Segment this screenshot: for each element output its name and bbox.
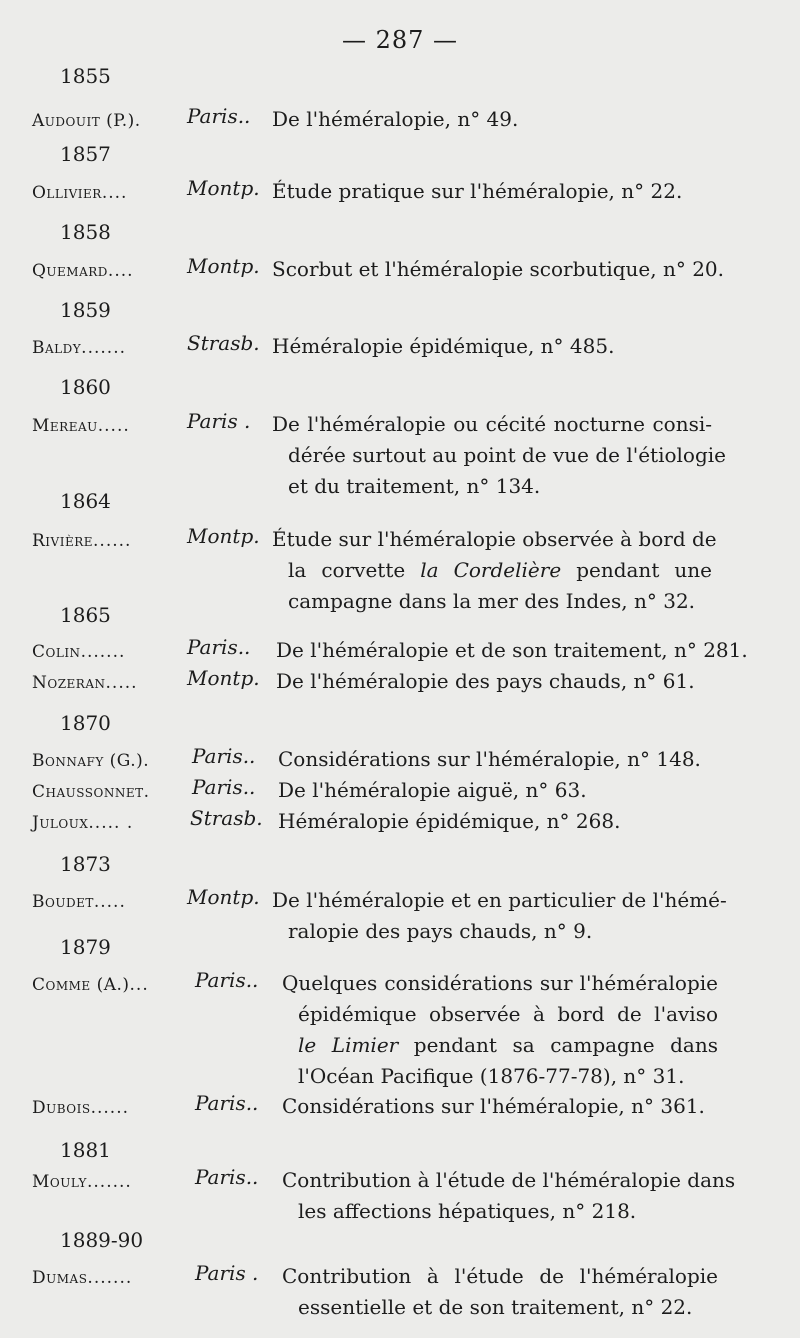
thesis-title: De l'héméralopie ou cécité nocturne consi- dérée surtout au point de vue de l'étiologie et du traitement, n° 134. [272,412,727,498]
city: Paris.. [195,1165,259,1189]
author-name: Comme (A.)... [32,975,149,995]
author-name: Chaussonnet. [32,782,150,802]
city: Paris.. [192,744,256,768]
city: Montp. [187,885,260,909]
year-heading: 1879 [60,935,111,959]
thesis-title: Considérations sur l'héméralopie, n° 148. [278,747,701,771]
year-heading: 1864 [60,489,111,513]
thesis-title: De l'héméralopie aiguë, n° 63. [278,778,587,802]
author-name: Dubois...... [32,1098,130,1118]
city: Montp. [187,666,260,690]
city: Montp. [187,254,260,278]
city: Paris.. [195,1091,259,1115]
thesis-title: Étude pratique sur l'héméralopie, n° 22. [272,179,683,203]
thesis-title: Considérations sur l'héméralopie, n° 361. [282,1094,705,1118]
thesis-title: Contribution à l'étude de l'héméralopie essentielle et de son traitement, n° 22. [282,1264,718,1319]
author-name: Boudet..... [32,892,126,912]
city: Paris.. [195,968,259,992]
author-name: Mouly....... [32,1172,132,1192]
author-name: Nozeran..... [32,673,138,693]
city: Strasb. [187,331,260,355]
author-name: Rivière...... [32,531,132,551]
year-heading: 1889-90 [60,1228,144,1252]
author-name: Mereau..... [32,416,130,436]
city: Montp. [187,176,260,200]
thesis-title: Quelques considérations sur l'héméralopie épidémique observée à bord de l'aviso le Limier pendant sa campagne dans l'Océan Pacifique (1876-77-78), n° 31. [282,971,718,1088]
page-number: — 287 — [341,26,459,54]
thesis-title: De l'héméralopie des pays chauds, n° 61. [276,669,695,693]
year-heading: 1881 [60,1138,111,1162]
city: Strasb. [190,806,263,830]
thesis-title: Héméralopie épidémique, n° 485. [272,334,615,358]
year-heading: 1870 [60,711,111,735]
thesis-title: Scorbut et l'héméralopie scorbutique, n° 20. [272,257,725,281]
city: Paris.. [187,104,251,128]
year-heading: 1859 [60,298,111,322]
author-name: Baldy....... [32,338,126,358]
city: Paris . [187,409,251,433]
year-heading: 1857 [60,142,111,166]
author-name: Dumas....... [32,1268,133,1288]
thesis-title: De l'héméralopie, n° 49. [272,107,519,131]
author-name: Juloux..... . [32,813,134,833]
year-heading: 1860 [60,375,111,399]
thesis-title: Contribution à l'étude de l'héméralopie dans les affections hépatiques, n° 218. [282,1168,736,1223]
city: Paris.. [187,635,251,659]
author-name: Ollivier.... [32,183,128,203]
author-name: Bonnafy (G.). [32,751,150,771]
author-name: Quemard.... [32,261,134,281]
author-name: Colin....... [32,642,126,662]
author-name: Audouit (P.). [32,111,142,131]
city: Paris . [195,1261,259,1285]
year-heading: 1873 [60,852,111,876]
thesis-title: De l'héméralopie et de son traitement, n° 281. [276,638,748,662]
thesis-title: De l'héméralopie et en particulier de l'hémé- ralopie des pays chauds, n° 9. [272,888,727,943]
city: Paris.. [192,775,256,799]
thesis-title: Héméralopie épidémique, n° 268. [278,809,621,833]
city: Montp. [187,524,260,548]
year-heading: 1865 [60,603,111,627]
year-heading: 1855 [60,64,111,88]
thesis-title: Étude sur l'héméralopie observée à bord de la corvette la Cordelière pendant une campagne dans la mer des Indes, n° 32. [272,527,717,613]
year-heading: 1858 [60,220,111,244]
